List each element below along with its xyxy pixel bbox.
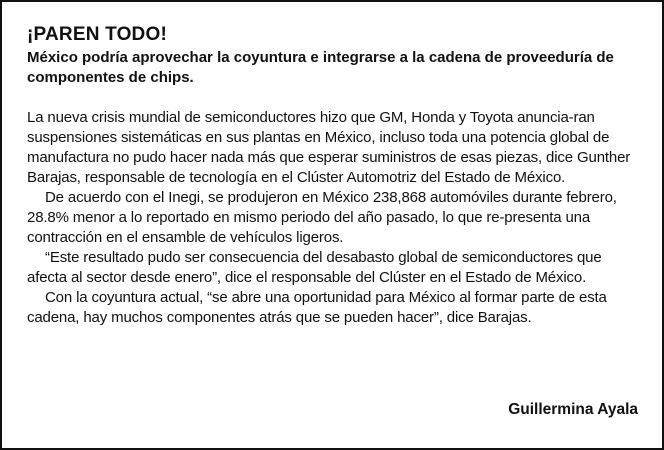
article-body: [27, 108, 642, 328]
paragraph-1: La nueva crisis mundial de semiconductores hizo que GM, Honda y Toyota anuncia-ran suspensiones sistemáticas en sus plantas en México, incluso toda una potencia global de manufactura no pudo hacer nada más que esperar suministros de esas piezas, dice Gunther Barajas, responsable de tecnología en el Clúster Automotriz del Estado de México.: [27, 109, 631, 186]
paragraph-2: De acuerdo con el Inegi, se produjeron en México 238,868 automóviles durante febrero, 28.8% menor a lo reportado en mismo periodo del año pasado, lo que re-presenta una contracción en el ensamble de vehículos ligeros.: [27, 189, 617, 246]
paragraph-4: Con la coyuntura actual, “se abre una oportunidad para México al formar parte de esta cadena, hay muchos componentes atrás que se pueden hacer”, dice Barajas.: [27, 289, 607, 326]
paragraph-3: “Este resultado pudo ser consecuencia del desabasto global de semiconductores que afecta al sector desde enero”, dice el responsable del Clúster en el Estado de México.: [27, 249, 602, 286]
author-byline: Guillermina Ayala: [508, 401, 638, 418]
subheadline: México podría aprovechar la coyuntura e integrarse a la cadena de proveeduría de componentes de chips.: [27, 49, 614, 86]
headline: ¡PAREN TODO!: [27, 24, 167, 45]
article-content: [27, 24, 642, 328]
